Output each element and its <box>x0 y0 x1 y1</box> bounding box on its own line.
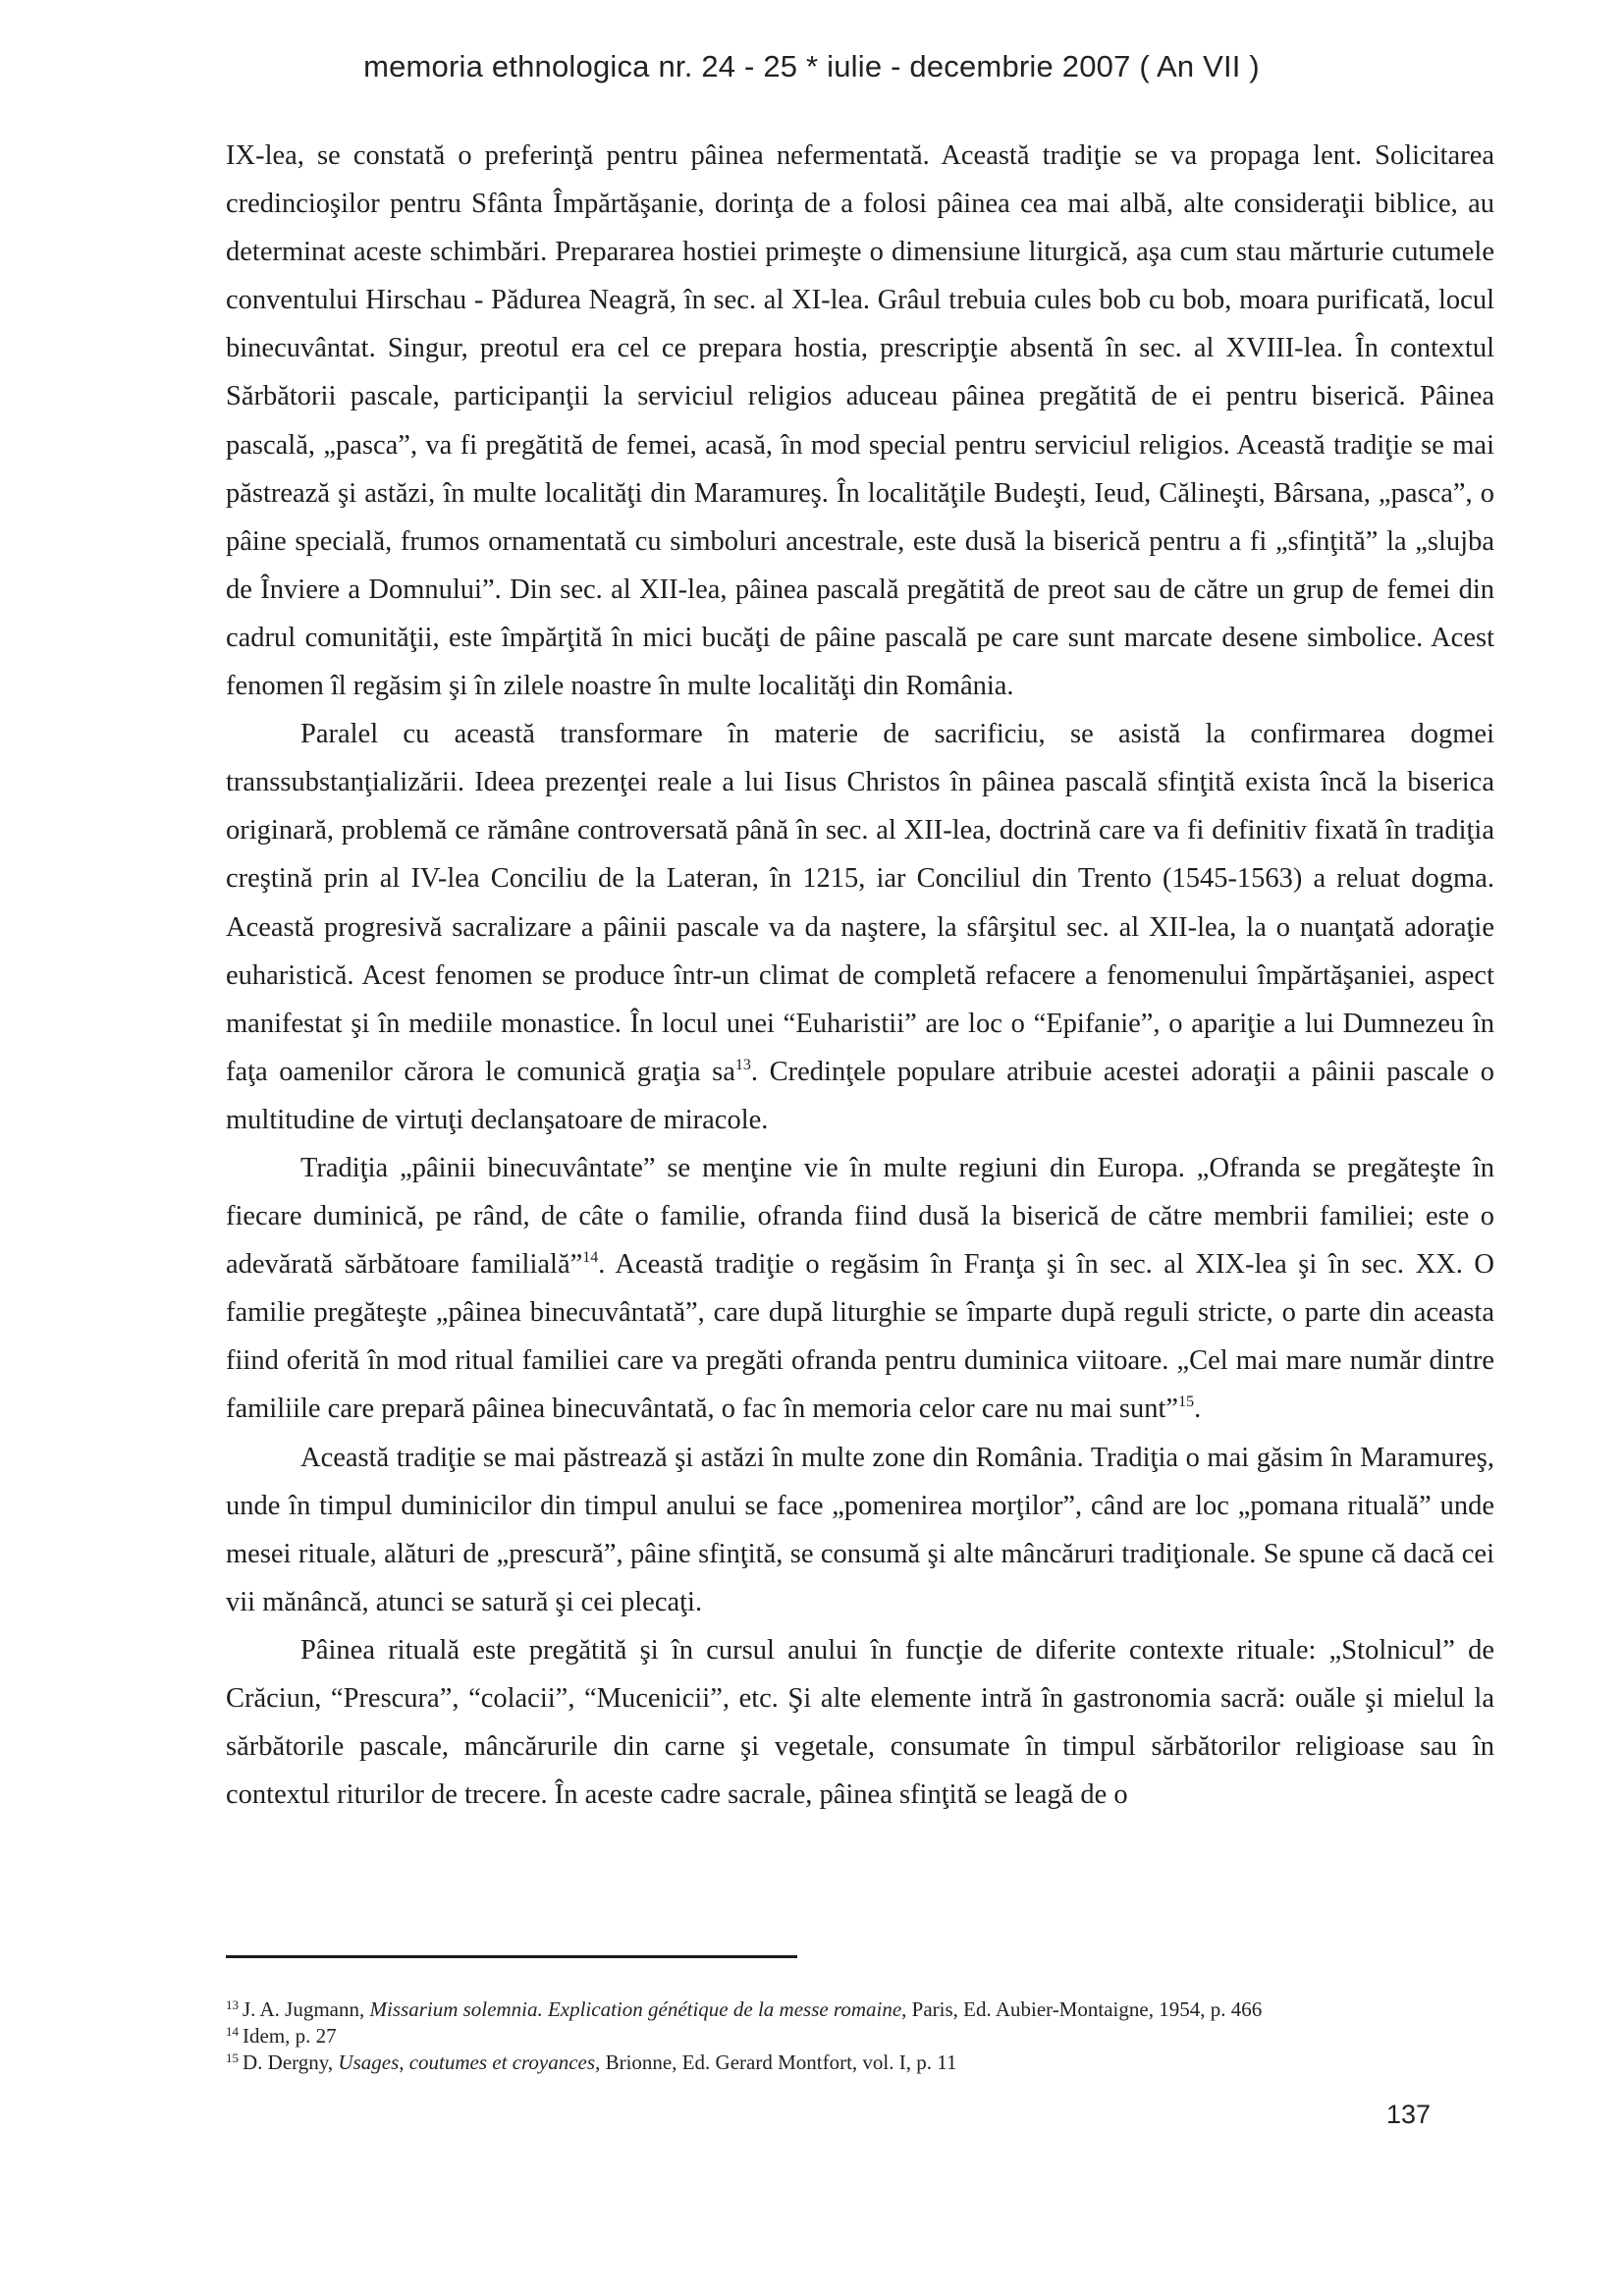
paragraph-text: Pâinea rituală este pregătită şi în cursul anului în funcţie de diferite contexte rituale: „Stolnicul” de Crăciun, “Prescura”, “colacii”, “Mucenicii”, etc. Şi alte elemente intră în gastronomia sacră: ouăle şi mielul la sărbătorile pascale, mâncărurile din carne şi vegetale, consumate în timpul sărbătorilor religioase sau în contextul riturilor de trecere. În aceste cadre sacrale, pâinea sfinţită se leagă de o <box>226 1634 1494 1811</box>
paragraph-3 <box>226 1144 1494 1434</box>
paragraph-text: Această tradiţie se mai păstrează şi astăzi în multe zone din România. Tradiţia o mai găsim în Maramureş, unde în timpul duminicilor din timpul anului se face „pomenirea morţilor”, când are loc „pomana rituală” unde mesei rituale, alături de „prescură”, pâine sfinţită, se consumă şi alte mâncăruri tradiţionale. Se spune că dacă cei vii mănâncă, atunci se satură şi cei plecaţi. <box>226 1442 1494 1617</box>
footnote-marker-13[interactable]: 13 <box>734 1056 751 1073</box>
paragraph-1 <box>226 132 1494 710</box>
footnote-13 <box>226 1996 1502 2023</box>
paragraph-text: IX-lea, se constată o preferinţă pentru pâinea nefermentată. Această tradiţie se va propaga lent. Solicitarea credincioşilor pentru Sfânta Împărtăşanie, dorinţa de a folosi pâinea cea mai albă, alte consideraţii biblice, au determinat aceste schimbări. Prepararea hostiei primeşte o dimensiune liturgică, aşa cum stau mărturie cutumele conventului Hirschau - Pădurea Neagră, în sec. al XI-lea. Grâul trebuia cules bob cu bob, moara purificată, locul binecuvântat. Singur, preotul era cel ce prepara hostia, prescripţie absentă în sec. al XVIII-lea. În contextul Sărbătorii pascale, participanţii la serviciul religios aduceau pâinea pregătită de ei pentru biserică. Pâinea pascală, „pasca”, va fi pregătită de femei, acasă, în mod special pentru serviciul religios. Această tradiţie se mai păstrează şi astăzi, în multe localităţi din Maramureş. În localităţile Budeşti, Ieud, Călineşti, Bârsana, „pasca”, o pâine specială, frumos ornamentată cu simboluri ancestrale, este dusă la biserică pentru a fi „sfinţită” la „slujba de Înviere a Domnului”. Din sec. al XII-lea, pâinea pascală pregătită de preot sau de către un grup de femei din cadrul comunităţii, este împărţită în mici bucăţi de pâine pascală pe care sunt marcate desene simbolice. Acest fenomen îl regăsim şi în zilele noastre în multe localităţi din România. <box>226 140 1494 702</box>
footnote-marker-14[interactable]: 14 <box>582 1249 599 1267</box>
footnotes <box>226 1996 1502 2076</box>
footnote-number: 13 <box>226 1997 239 2012</box>
paragraph-text: Tradiţia „pâinii binecuvântate” se menţine vie în multe regiuni din Europa. „Ofranda se pregăteşte în fiecare duminică, pe rând, de câte o familie, ofranda fiind dusă la biserică de către membrii familiei; este o adevărată sărbătoare familială” <box>226 1152 1494 1281</box>
footnote-title: Usages, coutumes et croyances <box>338 2050 596 2074</box>
page-number: 137 <box>1386 2100 1432 2129</box>
footnote-text: , Brionne, Ed. Gerard Montfort, vol. I, p. 11 <box>595 2050 957 2074</box>
footnote-15 <box>226 2050 1502 2076</box>
paragraph-2 <box>226 710 1494 1144</box>
footnote-text: J. A. Jugmann, <box>243 1997 370 2021</box>
paragraph-text: . Credinţele populare atribuie acestei adoraţii a pâinii pascale o multitudine de virtuţi declanşatoare de miracole. <box>226 1056 1494 1135</box>
paragraph-5 <box>226 1626 1494 1819</box>
paragraph-text: Paralel cu această transformare în materie de sacrificiu, se asistă la confirmarea dogmei transsubstanţializării. Ideea prezenţei reale a lui Iisus Christos în pâinea pascală sfinţită exista încă la biserica originară, problemă ce rămâne controversată până în sec. al XII-lea, doctrină care va fi definitiv fixată în tradiţia creştină prin al IV-lea Conciliu de la Lateran, în 1215, iar Conciliul din Trento (1545-1563) a reluat dogma. Această progresivă sacralizare a pâinii pascale va da naştere, la sfârşitul sec. al XII-lea, la o nuanţată adoraţie euharistică. Acest fenomen se produce într-un climat de completă refacere a fenomenului împărtăşaniei, aspect manifestat şi în mediile monastice. În locul unei “Euharistii” are loc o “Epifanie”, o apariţie a lui Dumnezeu în faţa oamenilor cărora le comunică graţia sa <box>226 719 1494 1087</box>
paragraph-4 <box>226 1434 1494 1626</box>
paragraph-text: . Această tradiţie o regăsim în Franţa şi în sec. al XIX-lea şi în sec. XX. O familie pregăteşte „pâinea binecuvântată”, care după liturghie se împarte după reguli stricte, o parte din aceasta fiind oferită în mod ritual familiei care va pregăti ofranda pentru duminica viitoare. „Cel mai mare număr dintre familiile care prepară pâinea binecuvântată, o fac în memoria celor care nu mai sunt” <box>226 1249 1494 1425</box>
running-header: memoria ethnologica nr. 24 - 25 * iulie - decembrie 2007 ( An VII ) <box>363 49 1260 83</box>
body-text <box>226 132 1494 1819</box>
footnote-text: , Paris, Ed. Aubier-Montaigne, 1954, p. 466 <box>901 1997 1263 2021</box>
footnote-title: Missarium solemnia. Explication génétique de la messe romaine <box>369 1997 902 2021</box>
footnote-divider <box>226 1955 797 1958</box>
footnote-marker-15[interactable]: 15 <box>1178 1394 1195 1411</box>
footnote-number: 14 <box>226 2024 239 2039</box>
footnote-number: 15 <box>226 2050 239 2065</box>
footnote-text: D. Dergny, <box>243 2050 339 2074</box>
footnote-text: Idem, p. 27 <box>243 2024 337 2048</box>
paragraph-text: . <box>1194 1394 1202 1425</box>
footnote-14 <box>226 2023 1502 2050</box>
